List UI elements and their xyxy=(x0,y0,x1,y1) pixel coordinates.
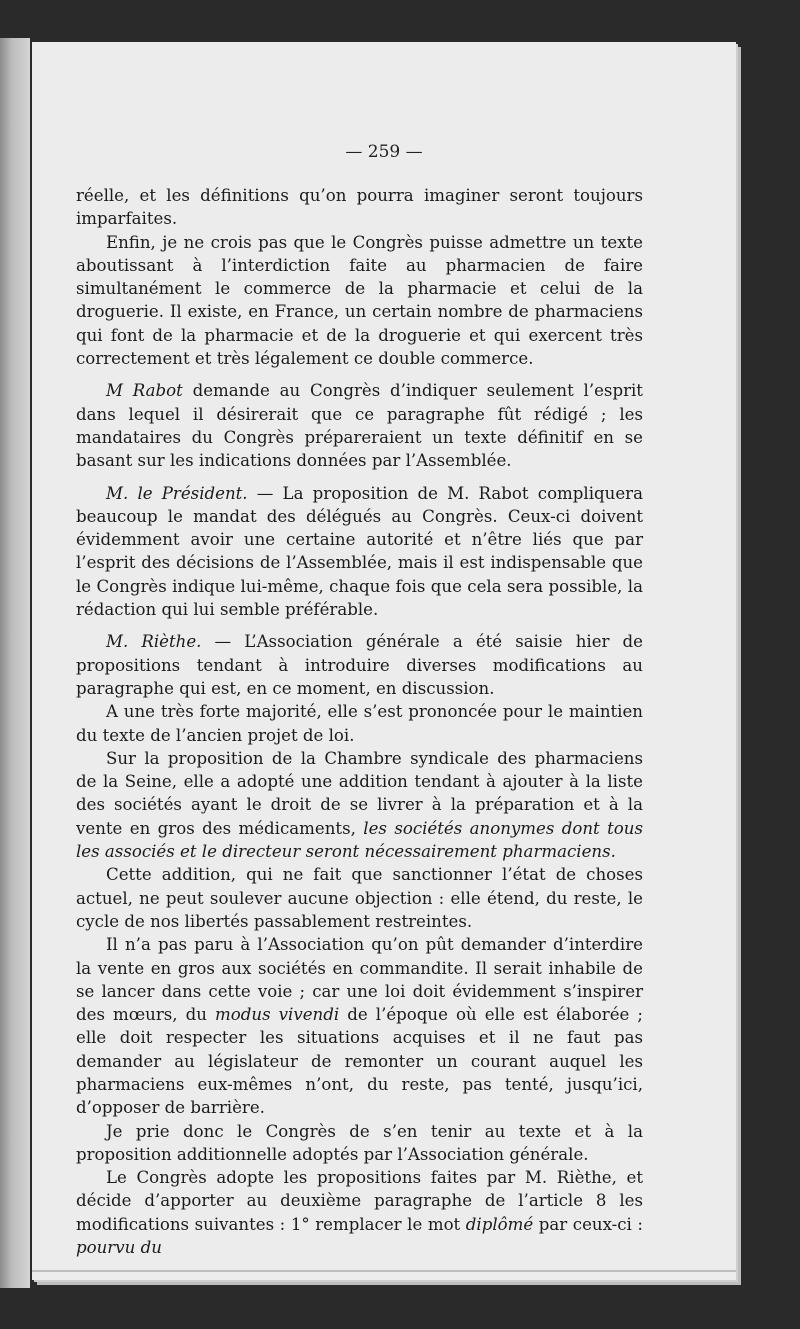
page-bottom-edge xyxy=(32,1270,736,1272)
italic-run: modus vivendi xyxy=(215,1005,340,1025)
book-page xyxy=(32,42,736,1280)
text-run: A une très forte majorité, elle s’est prononcée pour le maintien du texte de l’ancien projet de loi. xyxy=(76,702,643,745)
body-text xyxy=(76,184,643,1259)
italic-run: les sociétés anonymes dont tous les associés et le directeur seront nécessairement pharmaciens. xyxy=(76,818,643,862)
paragraph xyxy=(76,184,643,231)
text-run: Enfin, je ne crois pas que le Congrès puisse admettre un texte aboutissant à l’interdiction faite au pharmacien de faire simultanément le commerce de la pharmacie et celui de la droguerie. Il existe, en France, un certain nombre de pharmaciens qui font de la pharmacie et de la droguerie et qui exercent très correctement et très légalement ce double commerce. xyxy=(76,232,643,369)
italic-run: diplômé xyxy=(465,1214,534,1234)
text-run: Il n’a pas paru à l’Association qu’on pût demander d’interdire la vente en gros aux sociétés en commandite. Il serait inhabile de se lancer dans cette voie ; car une loi doit évidemment s’inspirer des mœurs, du xyxy=(76,935,643,1025)
paragraph xyxy=(76,482,643,622)
paragraph xyxy=(76,747,643,863)
paragraph xyxy=(76,379,643,472)
text-run: Sur la proposition de la Chambre syndicale des pharmaciens de la Seine, elle a adopté une addition tendant à ajouter à la liste des sociétés ayant le droit de se livrer à la préparation et à la vente en gros des médicaments, xyxy=(76,748,643,838)
text-run: Le Congrès adopte les propositions faites par M. Rièthe, et décide d’apporter au deuxième paragraphe de l’article 8 les modifications suivantes : 1° remplacer le mot xyxy=(76,1168,643,1234)
paragraph xyxy=(76,863,643,933)
text-run: — La proposition de M. Rabot compliquera beaucoup le mandat des délégués au Congrès. Ceux-ci doivent évidemment avoir une certaine autorité et n’être liés que par l’esprit des décisions de l’Assemblée, mais il est indispensable que le Congrès indique lui-même, chaque fois que cela sera possible, la rédaction qui lui semble préférable. xyxy=(76,483,643,620)
paragraph xyxy=(76,1166,643,1259)
text-run: Je prie donc le Congrès de s’en tenir au texte et à la proposition additionnelle adoptés par l’Association générale. xyxy=(76,1121,643,1164)
paragraph xyxy=(76,630,643,700)
text-run: réelle, et les définitions qu’on pourra imaginer seront toujours imparfaites. xyxy=(76,186,643,229)
text-run: par ceux-ci : xyxy=(533,1214,643,1234)
italic-run: pourvu du xyxy=(76,1238,162,1258)
text-run: de l’époque où elle est élaborée ; elle doit respecter les situations acquises et il ne faut pas demander au législateur de remonter un courant auquel les pharmaciens eux-mêmes n’ont, du reste, pas tenté, jusqu’ici, d’opposer de barrière. xyxy=(76,1005,643,1118)
paragraph xyxy=(76,1120,643,1167)
speaker-name: M. le Président. xyxy=(106,483,248,503)
text-run: demande au Congrès d’indiquer seulement l’esprit dans lequel il désirerait que ce paragraphe fût rédigé ; les mandataires du Congrès prépareraient un texte définitif en se basant sur les indications données par l’Assemblée. xyxy=(76,381,643,471)
page-number: — 259 — xyxy=(345,142,423,162)
facing-page-edge xyxy=(0,38,30,1288)
paragraph xyxy=(76,700,643,747)
speaker-name: M. Rièthe. xyxy=(106,632,202,652)
speaker-name: M Rabot xyxy=(106,381,183,401)
text-run: — L’Association générale a été saisie hier de propositions tendant à introduire diverses modifications au paragraphe qui est, en ce moment, en discussion. xyxy=(76,632,643,698)
paragraph xyxy=(76,933,643,1119)
text-run: Cette addition, qui ne fait que sanctionner l’état de choses actuel, ne peut soulever aucune objection : elle étend, du reste, le cycle de nos libertés passablement restreintes. xyxy=(76,865,643,931)
paragraph xyxy=(76,231,643,371)
